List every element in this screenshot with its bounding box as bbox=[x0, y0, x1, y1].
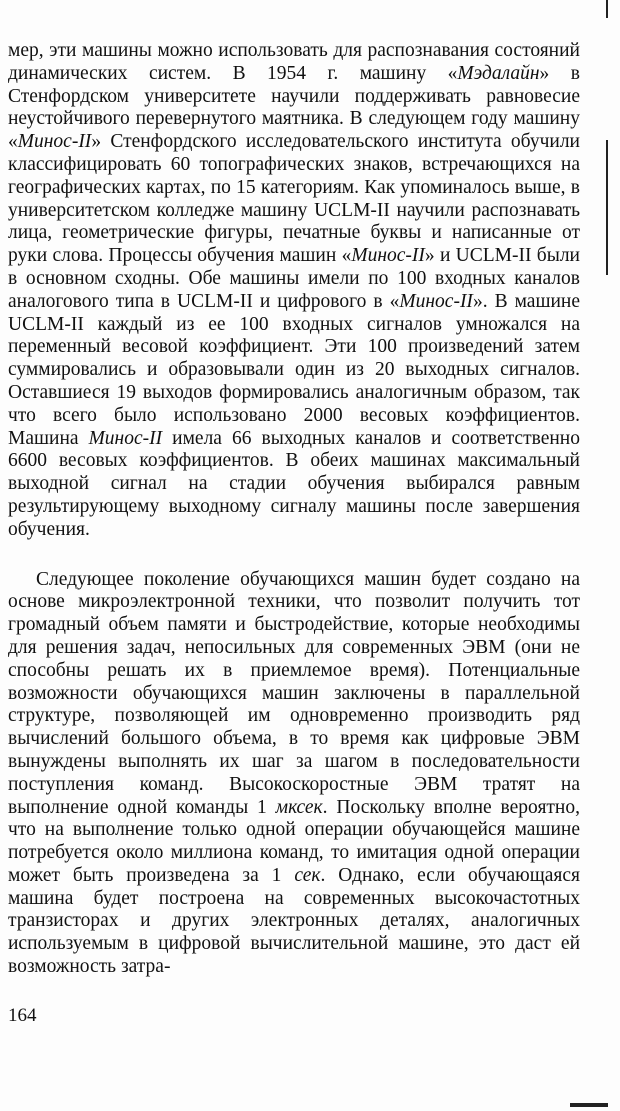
paragraph bbox=[8, 569, 580, 979]
italic-text: Мэдалайн bbox=[457, 62, 540, 84]
italic-text: Минос-II bbox=[351, 245, 425, 267]
italic-text: мксек bbox=[275, 796, 323, 818]
text-run: » Стенфордского исследовательского института обучили классифицировать 60 топографических знаков, встречающихся на географических картах, по 15 категориям. Как упоминалось выше, в университетском колледже машину UCLM-II научили распознавать лица, геометрические фигуры, печатные буквы и написанные от руки слова. Процессы обучения машин « bbox=[8, 131, 580, 267]
text-run: мер, эти машины можно использовать для распознавания состояний динамических систем. В 1954 г. машину « bbox=[8, 40, 580, 84]
italic-text: сек bbox=[294, 864, 321, 886]
text-run: ». В машине UCLM-II каждый из ее 100 входных сигналов умножался на переменный весовой коэффициент. Эти 100 произведений затем суммировались и образовывали один из 20 выходных сигналов. Оставшиеся 19 выходов формировались аналогичным образом, так что всего было использовано 2000 весовых коэффициентов. Машина bbox=[8, 290, 580, 449]
page-number: 164 bbox=[8, 1005, 37, 1026]
text-run: имела 66 выходных каналов и соответственно 6600 весовых коэффициентов. В обеих машинах максимальный выходной сигнал на стадии обучения выбирался равным результирующему выходному сигналу машины после завершения обучения. bbox=[8, 427, 580, 540]
paragraph bbox=[8, 40, 580, 542]
bottom-mark bbox=[570, 1103, 608, 1107]
margin-line bbox=[606, 0, 608, 18]
italic-text: Минос-II bbox=[399, 290, 473, 312]
italic-text: Минос-II bbox=[17, 131, 92, 153]
margin-line bbox=[606, 140, 608, 275]
text-run: . Поскольку вполне вероятно, что на выполнение только одной операции обучающейся машине потребуется около миллиона команд, то имитация одной операции может быть произведена за 1 bbox=[8, 796, 580, 886]
text-run: » и UCLM-II были в основном сходны. Обе машины имели по 100 входных каналов аналогового типа в UCLM-II и цифрового в « bbox=[8, 245, 580, 312]
text-run: » в Стенфордском университете научили поддерживать равновесие неустойчивого перевернутого маятника. В следующем году машину « bbox=[8, 62, 580, 153]
body-text bbox=[8, 40, 580, 979]
italic-text: Минос-II bbox=[88, 427, 163, 449]
text-run: . Однако, если обучающаяся машина будет построена на современных высокочастотных транзисторах и других электронных деталях, аналогичных используемым в цифровой вычислительной машине, это даст ей возможность затра- bbox=[8, 864, 580, 978]
text-run: Следующее поколение обучающихся машин будет создано на основе микроэлектронной техники, что позволит получить тот громадный объем памяти и быстродействие, которые необходимы для решения задач, непосильных для современных ЭВМ (они не способны решать их в приемлемое время). Потенциальные возможности обучающихся машин заключены в параллельной структуре, позволяющей им одновременно производить ряд вычислений большого объема, в то время как цифровые ЭВМ вынуждены выполнять их шаг за шагом в последовательности поступления команд. Высокоскоростные ЭВМ тратят на выполнение одной команды 1 bbox=[8, 568, 580, 818]
